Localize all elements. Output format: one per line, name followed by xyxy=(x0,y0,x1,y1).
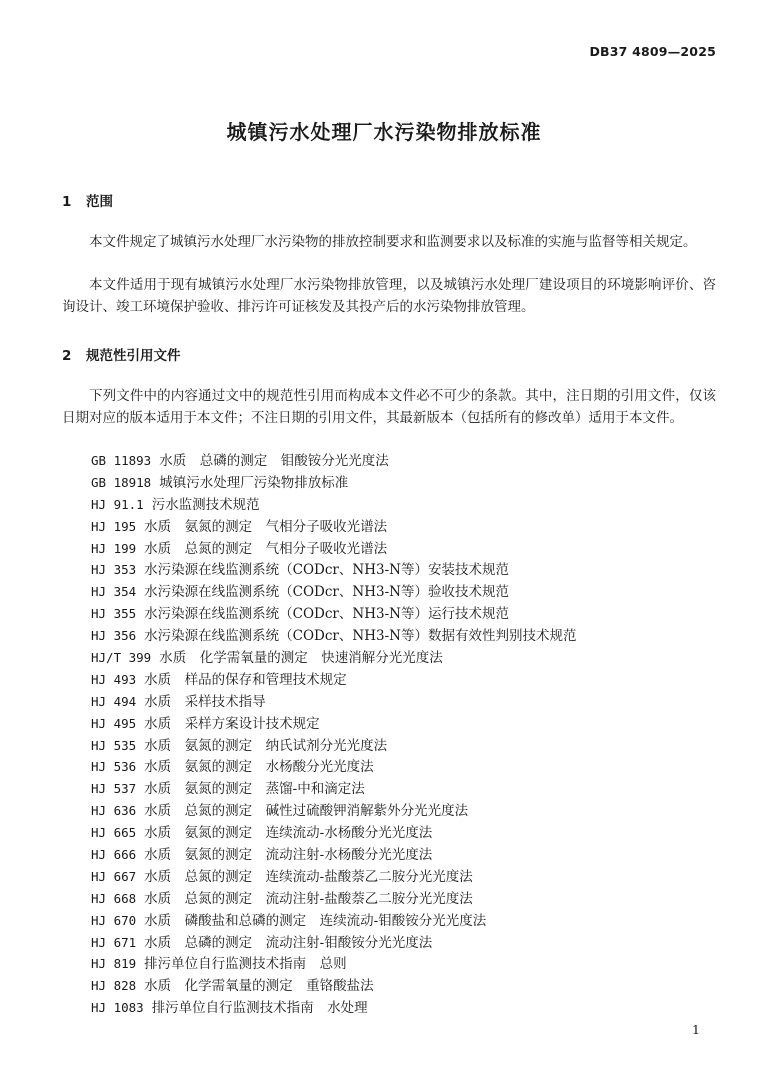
reference-item xyxy=(91,494,576,516)
section-title: 范围 xyxy=(86,194,113,210)
reference-item xyxy=(91,713,576,735)
reference-title: 水质 采样方案设计技术规定 xyxy=(144,715,320,732)
reference-title: 水质 氨氮的测定 水杨酸分光光度法 xyxy=(144,759,374,776)
reference-code: HJ 353 xyxy=(91,562,137,578)
reference-code: HJ 195 xyxy=(91,518,137,534)
section-number: 1 xyxy=(62,194,72,210)
reference-title: 水质 总氮的测定 碱性过硫酸钾消解紫外分光光度法 xyxy=(144,803,469,820)
reference-title: 水质 氨氮的测定 连续流动-水杨酸分光光度法 xyxy=(144,825,433,842)
reference-item xyxy=(91,778,576,800)
reference-title: 水质 氨氮的测定 纳氏试剂分光光度法 xyxy=(144,737,388,754)
reference-code: HJ 819 xyxy=(91,956,137,972)
reference-item xyxy=(91,669,576,691)
reference-code: HJ 536 xyxy=(91,759,137,775)
reference-code: HJ 355 xyxy=(91,606,137,622)
scope-paragraph-1: 本文件规定了城镇污水处理厂水污染物的排放控制要求和监测要求以及标准的实施与监督等相关规定。 xyxy=(89,234,697,250)
reference-item xyxy=(91,735,576,757)
reference-item xyxy=(91,756,576,778)
reference-code: HJ 354 xyxy=(91,584,137,600)
reference-item xyxy=(91,844,576,866)
reference-title: 水质 总氮的测定 气相分子吸收光谱法 xyxy=(144,540,388,557)
reference-code: HJ 199 xyxy=(91,540,137,556)
reference-code: HJ 493 xyxy=(91,671,137,687)
reference-code: HJ 495 xyxy=(91,715,137,731)
references-intro-paragraph: 下列文件中的内容通过文中的规范性引用而构成本文件必不可少的条款。其中，注日期的引用文件，仅该日期对应的版本适用于本文件；不注日期的引用文件，其最新版本（包括所有的修改单）适用于本文件。 xyxy=(62,388,716,426)
reference-code: HJ 1083 xyxy=(91,1000,144,1016)
reference-item xyxy=(91,559,576,581)
reference-title: 水污染源在线监测系统（CODcr、NH3-N等）运行技术规范 xyxy=(144,606,509,623)
reference-code: HJ 667 xyxy=(91,868,137,884)
scope-paragraph-2: 本文件适用于现有城镇污水处理厂水污染物排放管理，以及城镇污水处理厂建设项目的环境影响评价、咨询设计、竣工环境保护验收、排污许可证核发及其投产后的水污染物排放管理。 xyxy=(62,277,716,315)
reference-item xyxy=(91,932,576,954)
reference-code: HJ 91.1 xyxy=(91,496,144,512)
reference-item xyxy=(91,450,576,472)
reference-item xyxy=(91,800,576,822)
reference-item xyxy=(91,975,576,997)
reference-item xyxy=(91,910,576,932)
section-1-heading xyxy=(62,190,113,210)
reference-code: HJ 636 xyxy=(91,803,137,819)
reference-item xyxy=(91,888,576,910)
reference-item xyxy=(91,581,576,603)
reference-code: GB 18918 xyxy=(91,474,152,490)
reference-item xyxy=(91,647,576,669)
reference-code: HJ/T 399 xyxy=(91,650,152,666)
reference-title: 城镇污水处理厂污染物排放标准 xyxy=(159,474,349,491)
reference-title: 污水监测技术规范 xyxy=(151,496,260,513)
reference-title: 水质 氨氮的测定 蒸馏-中和滴定法 xyxy=(144,781,365,798)
reference-title: 水质 样品的保存和管理技术规定 xyxy=(144,671,347,688)
reference-code: HJ 668 xyxy=(91,890,137,906)
document-code: DB37 4809—2025 xyxy=(589,44,716,59)
reference-title: 水质 化学需氧量的测定 快速消解分光光度法 xyxy=(159,650,443,667)
reference-title: 水质 总磷的测定 钼酸铵分光光度法 xyxy=(159,453,389,469)
reference-item xyxy=(91,953,576,975)
page-number: 1 xyxy=(692,1022,700,1037)
reference-code: HJ 356 xyxy=(91,628,137,644)
section-2-heading xyxy=(62,344,181,364)
reference-item xyxy=(91,997,576,1019)
reference-title: 水质 氨氮的测定 气相分子吸收光谱法 xyxy=(144,518,388,535)
reference-title: 水污染源在线监测系统（CODcr、NH3-N等）验收技术规范 xyxy=(144,584,509,601)
reference-title: 水质 氨氮的测定 流动注射-水杨酸分光光度法 xyxy=(144,847,433,864)
reference-item xyxy=(91,866,576,888)
reference-title: 水质 总氮的测定 流动注射-盐酸萘乙二胺分光光度法 xyxy=(144,890,473,907)
reference-code: HJ 828 xyxy=(91,978,137,994)
section-title: 规范性引用文件 xyxy=(86,348,181,364)
reference-title: 水质 总氮的测定 连续流动-盐酸萘乙二胺分光光度法 xyxy=(144,868,473,885)
reference-title: 水质 采样技术指导 xyxy=(144,693,266,710)
document-title: 城镇污水处理厂水污染物排放标准 xyxy=(226,120,542,144)
reference-title: 排污单位自行监测技术指南 总则 xyxy=(144,956,347,973)
reference-code: HJ 671 xyxy=(91,934,137,950)
reference-item xyxy=(91,822,576,844)
reference-title: 水质 化学需氧量的测定 重铬酸盐法 xyxy=(144,978,374,995)
reference-item xyxy=(91,538,576,560)
reference-title: 水质 总磷的测定 流动注射-钼酸铵分光光度法 xyxy=(144,934,433,951)
reference-code: GB 11893 xyxy=(91,453,152,468)
section-number: 2 xyxy=(62,348,72,364)
reference-item xyxy=(91,472,576,494)
reference-item xyxy=(91,691,576,713)
reference-code: HJ 537 xyxy=(91,781,137,797)
reference-title: 水污染源在线监测系统（CODcr、NH3-N等）安装技术规范 xyxy=(144,562,509,579)
reference-code: HJ 666 xyxy=(91,847,137,863)
reference-title: 排污单位自行监测技术指南 水处理 xyxy=(151,1000,368,1017)
reference-title: 水污染源在线监测系统（CODcr、NH3-N等）数据有效性判别技术规范 xyxy=(144,628,577,645)
reference-code: HJ 670 xyxy=(91,912,137,928)
reference-code: HJ 494 xyxy=(91,693,137,709)
reference-item xyxy=(91,516,576,538)
reference-list xyxy=(91,450,576,1019)
reference-item xyxy=(91,603,576,625)
reference-title: 水质 磷酸盐和总磷的测定 连续流动-钼酸铵分光光度法 xyxy=(144,912,487,929)
reference-code: HJ 535 xyxy=(91,737,137,753)
reference-code: HJ 665 xyxy=(91,825,137,841)
reference-item xyxy=(91,625,576,647)
